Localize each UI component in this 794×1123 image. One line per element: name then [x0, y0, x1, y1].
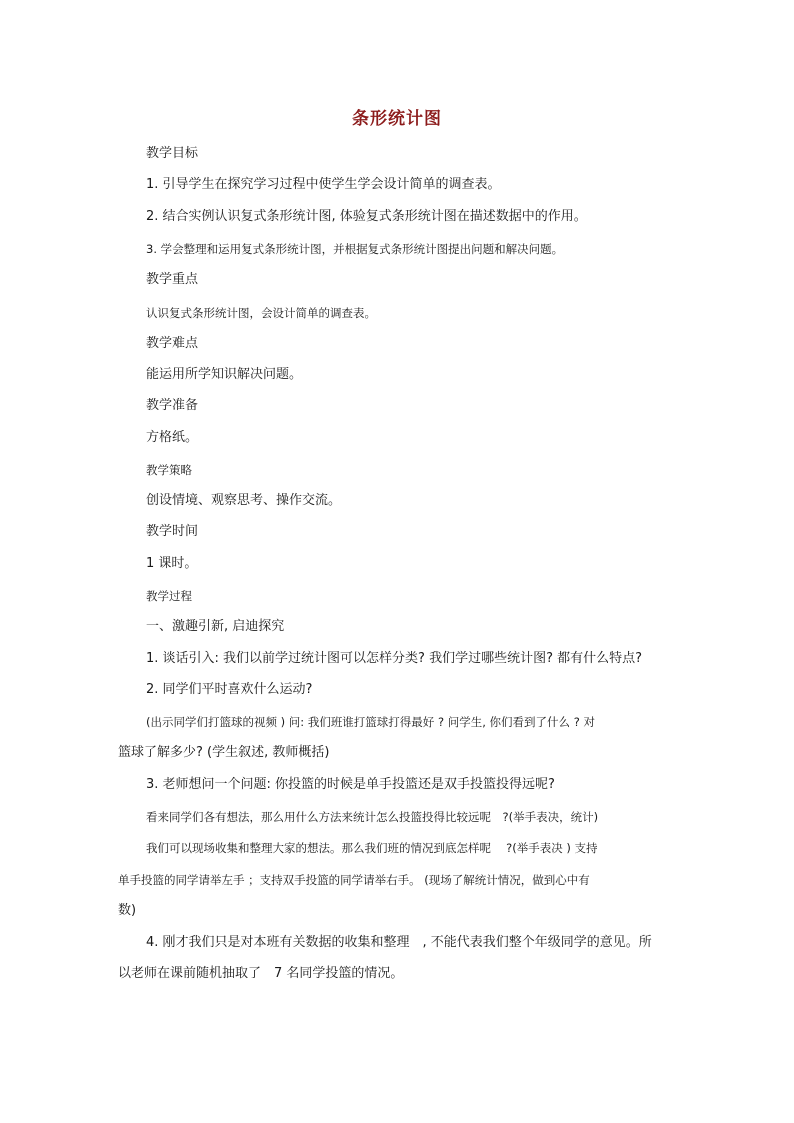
heading-difficulties: 教学难点: [146, 336, 199, 351]
heading-strategy: 教学策略: [146, 463, 192, 477]
heading-time: 教学时间: [146, 524, 199, 539]
step-3-detail-line-3: 单手投篮的同学请举左手 ；支持双手投篮的同学请举右手。 (现场了解统计情况，做到心中有: [118, 873, 590, 887]
step-2: 2. 同学们平时喜欢什么运动?: [146, 682, 313, 697]
objective-3: 3. 学会整理和运用复式条形统计图，并根据复式条形统计图提出问题和解决问题。: [146, 242, 564, 256]
step-3-detail-line-1: 看来同学们各有想法，那么用什么方法来统计怎么投篮投得比较远呢 ?(举手表决，统计): [146, 810, 599, 824]
step-3-detail-line-4: 数): [118, 903, 137, 918]
preparation-text: 方格纸。: [146, 430, 199, 445]
step-1: 1. 谈话引入: 我们以前学过统计图可以怎样分类? 我们学过哪些统计图? 都有什么特点?: [146, 651, 643, 666]
heading-process: 教学过程: [146, 589, 192, 603]
document-title: 条形统计图: [352, 109, 442, 129]
objective-2: 2. 结合实例认识复式条形统计图, 体验复式条形统计图在描述数据中的作用。: [146, 209, 587, 224]
step-3: 3. 老师想问一个问题: 你投篮的时候是单手投篮还是双手投篮投得远呢?: [146, 777, 555, 792]
heading-key-points: 教学重点: [146, 272, 199, 287]
heading-preparation: 教学准备: [146, 398, 199, 413]
strategy-text: 创设情境、观察思考、操作交流。: [146, 493, 342, 508]
section-1-heading: 一、激趣引新, 启迪探究: [146, 619, 285, 634]
step-2-detail-line-1: (出示同学们打篮球的视频 ) 问: 我们班谁打篮球打得最好 ? 问学生, 你们看到了什么 ? 对: [146, 715, 595, 729]
difficulties-text: 能运用所学知识解决问题。: [146, 367, 303, 382]
key-points-text: 认识复式条形统计图，会设计简单的调查表。: [146, 306, 376, 320]
objective-1: 1. 引导学生在探究学习过程中使学生学会设计简单的调查表。: [146, 177, 501, 192]
step-4-line-2: 以老师在课前随机抽取了 7 名同学投篮的情况。: [118, 966, 404, 981]
step-3-detail-line-2: 我们可以现场收集和整理大家的想法。那么我们班的情况到底怎样呢 ?(举手表决 ) 支持: [146, 841, 598, 855]
heading-objectives: 教学目标: [146, 146, 199, 161]
step-2-detail-line-2: 篮球了解多少? (学生叙述, 教师概括): [118, 745, 330, 760]
time-text: 1 课时。: [146, 556, 198, 571]
step-4-line-1: 4. 刚才我们只是对本班有关数据的收集和整理 , 不能代表我们整个年级同学的意见。所: [146, 935, 652, 950]
